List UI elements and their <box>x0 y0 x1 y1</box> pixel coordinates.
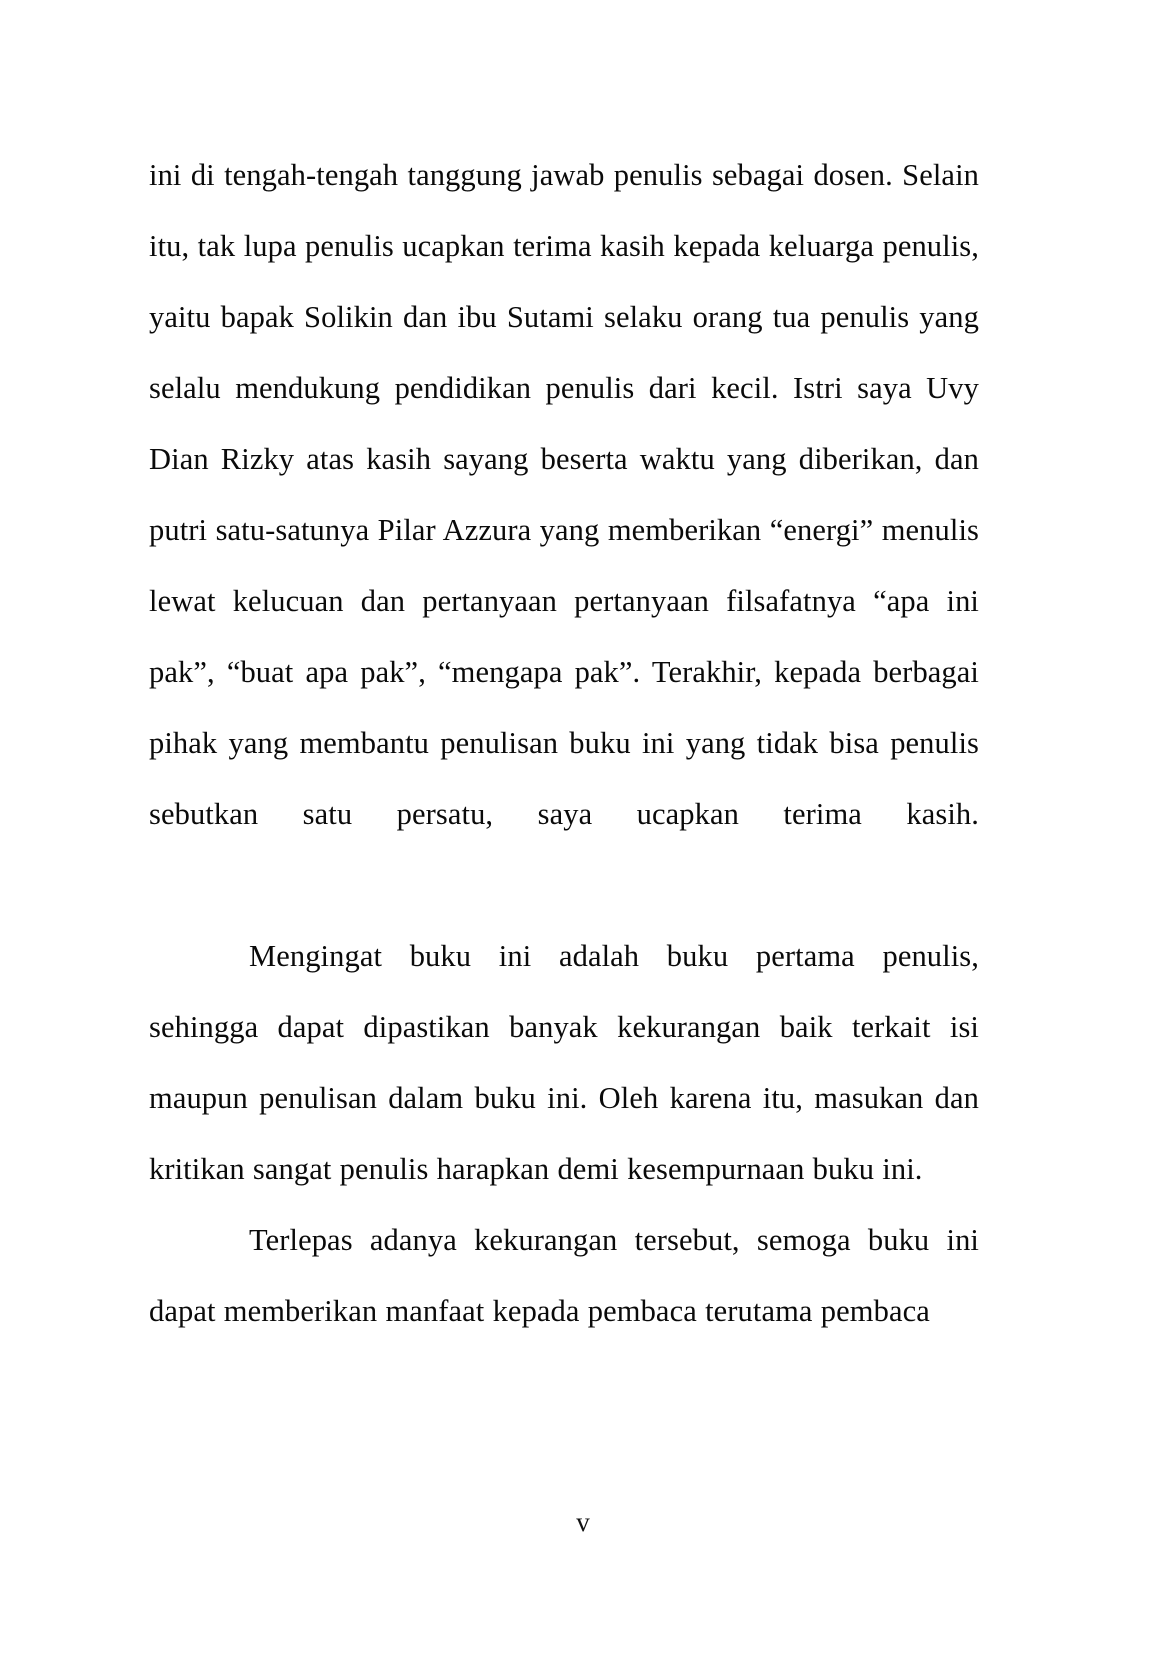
paragraph-2: Mengingat buku ini adalah buku pertama penulis, sehingga dapat dipastikan banyak kekurangan baik terkait isi maupun penulisan dalam buku ini. Oleh karena itu, masukan dan kritikan sangat penulis harapkan demi kesempurnaan buku ini. <box>149 939 979 1186</box>
paragraph-3: Terlepas adanya kekurangan tersebut, semoga buku ini dapat memberikan manfaat kepada pembaca terutama pembaca <box>149 1223 979 1328</box>
paragraph-1: ini di tengah-tengah tanggung jawab penulis sebagai dosen. Selain itu, tak lupa penulis ucapkan terima kasih kepada keluarga penulis, yaitu bapak Solikin dan ibu Sutami selaku orang tua penulis yang selalu mendukung pendidikan penulis dari kecil. Istri saya Uvy Dian Rizky atas kasih sayang beserta waktu yang diberikan, dan putri satu-satunya Pilar Azzura yang memberikan “energi” menulis lewat kelucuan dan pertanyaan pertanyaan filsafatnya “apa ini pak”, “buat apa pak”, “mengapa pak”. Terakhir, kepada berbagai pihak yang membantu penulisan buku ini yang tidak bisa penulis sebutkan satu persatu, saya ucapkan terima kasih. <box>149 158 979 831</box>
page-number: v <box>576 1507 590 1537</box>
page-body-text <box>149 140 979 1347</box>
